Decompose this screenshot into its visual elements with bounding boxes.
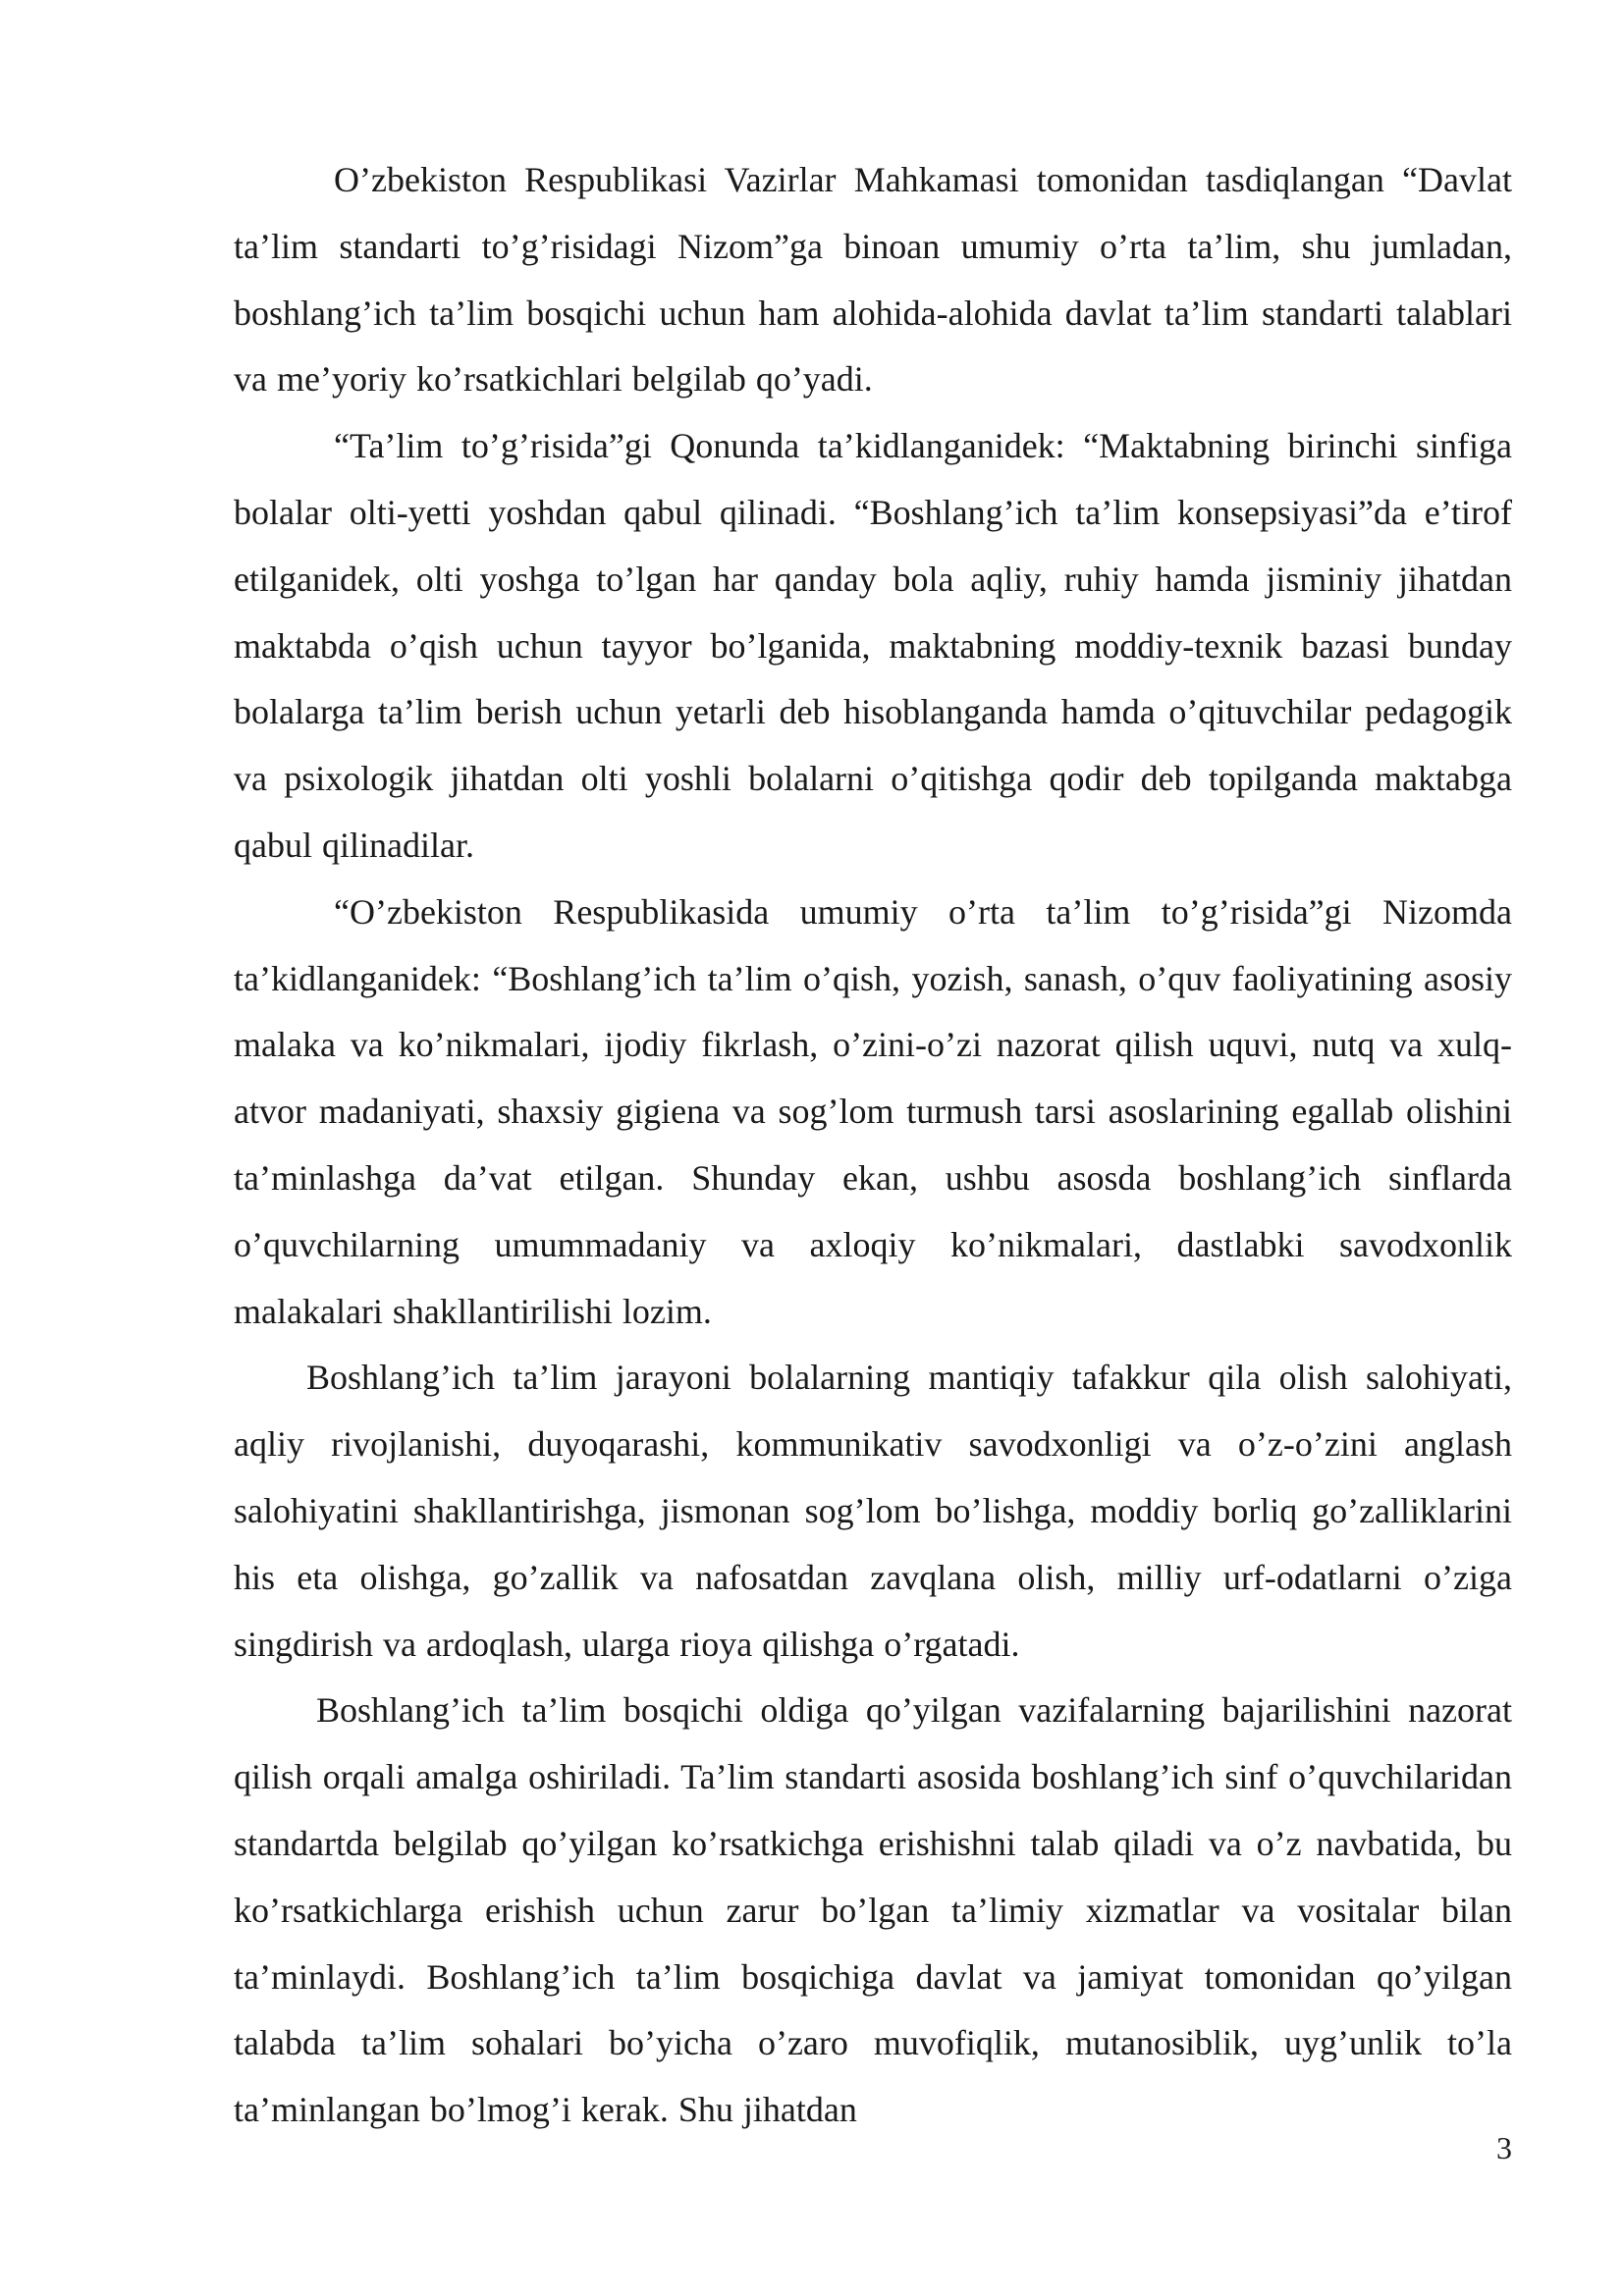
paragraph-3: “O’zbekiston Respublikasida umumiy o’rta ta’lim to’g’risida”gi Nizomda ta’kidlanganidek: “Boshlang’ich ta’lim o’qish, yozish, sanash, o’quv faoliyatining asosiy malaka va ko’nikmalari, ijodiy fikrlash, o’zini-o’zi nazorat qilish uquvi, nutq va xulq-atvor madaniyati, shaxsiy gigiena va sog’lom turmush tarsi asoslarining egallab olishini ta’minlashga da’vat etilgan. Shunday ekan, ushbu asosda boshlang’ich sinflarda o’quvchilarning umummadaniy va axloqiy ko’nikmalari, dastlabki savodxonlik malakalari shakllantirilishi lozim. [234,891,1512,1331]
paragraph-1: O’zbekiston Respublikasi Vazirlar Mahkamasi tomonidan tasdiqlangan “Davlat ta’lim standarti to’g’risidagi Nizom”ga binoan umumiy o’rta ta’lim, shu jumladan, boshlang’ich ta’lim bosqichi uchun ham alohida-alohida davlat ta’lim standarti talablari va me’yoriy ko’rsatkichlari belgilab qo’yadi. [234,160,1512,400]
paragraph-2: “Ta’lim to’g’risida”gi Qonunda ta’kidlanganidek: “Maktabning birinchi sinfiga bolalar olti-yetti yoshdan qabul qilinadi. “Boshlang’ich ta’lim konsepsiyasi”da e’tirof etilganidek, olti yoshga to’lgan har qanday bola aqliy, ruhiy hamda jisminiy jihatdan maktabda o’qish uchun tayyor bo’lganida, maktabning moddiy-texnik bazasi bunday bolalarga ta’lim berish uchun yetarli deb hisoblanganda hamda o’qituvchilar pedagogik va psixologik jihatdan olti yoshli bolalarni o’qitishga qodir deb topilganda maktabga qabul qilinadilar. [234,426,1512,865]
paragraph-5: Boshlang’ich ta’lim bosqichi oldiga qo’yilgan vazifalarning bajarilishini nazorat qilish orqali amalga oshiriladi. Ta’lim standarti asosida boshlang’ich sinf o’quvchilaridan standartda belgilab qo’yilgan ko’rsatkichga erishishni talab qiladi va o’z navbatida, bu ko’rsatkichlarga erishish uchun zarur bo’lgan ta’limiy xizmatlar va vositalar bilan ta’minlaydi. Boshlang’ich ta’lim bosqichiga davlat va jamiyat tomonidan qo’yilgan talabda ta’lim sohalari bo’yicha o’zaro muvofiqlik, mutanosiblik, uyg’unlik to’la ta’minlangan bo’lmog’i kerak. Shu jihatdan [234,1690,1512,2130]
page-number: 3 [1496,2130,1512,2165]
paragraph-4: Boshlang’ich ta’lim jarayoni bolalarning mantiqiy tafakkur qila olish salohiyati, aqliy rivojlanishi, duyoqarashi, kommunikativ savodxonligi va o’z-o’zini anglash salohiyatini shakllantirishga, jismonan sog’lom bo’lishga, moddiy borliq go’zalliklarini his eta olishga, go’zallik va nafosatdan zavqlana olish, milliy urf-odatlarni o’ziga singdirish va ardoqlash, ularga rioya qilishga o’rgatadi. [234,1358,1512,1664]
body-text [234,147,1512,2144]
